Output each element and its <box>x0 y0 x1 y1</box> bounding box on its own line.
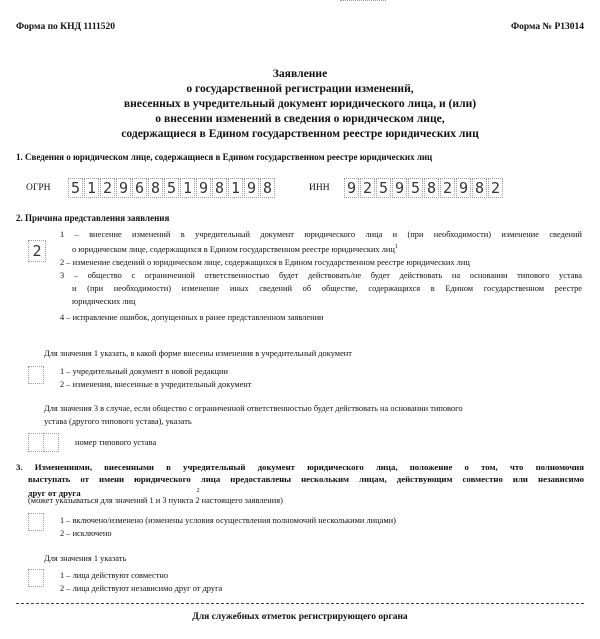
reason-option-2: 2 – изменение сведений о юридическом лице, содержащихся в Едином государственном реестре юридических лиц <box>60 257 470 267</box>
section2-title: 2. Причина представления заявления <box>16 213 170 223</box>
ogrn-digit[interactable]: 1 <box>228 178 243 198</box>
separator-line <box>16 603 584 604</box>
ogrn-label: ОГРН <box>26 183 51 193</box>
title-line: о государственной регистрации изменений, <box>186 82 414 95</box>
inn-digit[interactable]: 8 <box>472 178 487 198</box>
section3-line: выступать от имени юридического лица предоставлены нескольким лицам, действующим совместно или независимо <box>28 474 584 484</box>
section3-line: друг от друга <box>28 487 81 498</box>
inn-label: ИНН <box>309 183 330 193</box>
ogrn-digit[interactable]: 1 <box>180 178 195 198</box>
ogrn-digit[interactable]: 8 <box>260 178 275 198</box>
inn-digit[interactable]: 9 <box>392 178 407 198</box>
ogrn-digit[interactable]: 9 <box>196 178 211 198</box>
sub3-box-1[interactable] <box>28 433 44 452</box>
section3-value-box[interactable] <box>28 513 44 531</box>
section3-option-1: 1 – включено/изменено (изменены условия осуществления полномочий несколькими лицами) <box>60 516 396 525</box>
section3-options <box>60 514 396 540</box>
title-line: внесенных в учредительный документ юридического лица, и (или) <box>123 97 477 110</box>
title-line: о внесении изменений в сведения о юридическом лице, <box>155 112 445 125</box>
section3-line: 3. Изменениями, внесенными в учредительный документ юридического лица, положение о том, что полномочия <box>16 462 584 472</box>
inn-digit[interactable]: 5 <box>376 178 391 198</box>
sub1-title: Для значения 1 указать, в какой форме внесены изменения в учредительный документ <box>44 349 352 358</box>
section3-sub-option-1: 1 – лица действуют совместно <box>60 571 169 580</box>
inn-digit[interactable]: 2 <box>440 178 455 198</box>
reason-option-1-cont <box>60 241 582 256</box>
sub1-value-box[interactable] <box>28 366 44 384</box>
inn-digit[interactable]: 9 <box>344 178 359 198</box>
sub1-option-1: 1 – учредительный документ в новой редакции <box>60 367 228 376</box>
reason-value-box[interactable]: 2 <box>28 240 46 262</box>
reason-option-1-text: о юридическом лице, содержащихся в Едином государственном реестре юридических лиц <box>72 244 395 254</box>
document-title <box>0 66 600 141</box>
sub3-title <box>44 402 463 428</box>
section3-sub-options <box>60 569 222 595</box>
sub3-box-2[interactable] <box>43 433 59 452</box>
registry-office-marks-caption: Для служебных отметок регистрирующего органа <box>192 612 408 622</box>
title-line: содержащиеся в Едином государственном реестре юридических лиц <box>121 127 479 140</box>
inn-digit[interactable]: 8 <box>424 178 439 198</box>
ogrn-digit[interactable]: 6 <box>132 178 147 198</box>
form-knd-code: Форма по КНД 1111520 <box>16 22 116 32</box>
ogrn-digit[interactable]: 5 <box>68 178 83 198</box>
section3-sub-value-box[interactable] <box>28 569 44 587</box>
inn-digit[interactable]: 2 <box>488 178 503 198</box>
section3-note: (может указываться для значений 1 и 3 пункта 2 настоящего заявления) <box>28 496 283 505</box>
ogrn-digit[interactable]: 1 <box>84 178 99 198</box>
footnote-mark: 2 <box>196 488 200 494</box>
ogrn-digit[interactable]: 2 <box>100 178 115 198</box>
reason-option-4: 4 – исправление ошибок, допущенных в ранее представленном заявлении <box>60 312 324 322</box>
top-dotted-marker <box>340 0 386 1</box>
ogrn-digit[interactable]: 8 <box>148 178 163 198</box>
reason-option-3-cont2: юридических лиц <box>72 296 136 306</box>
inn-cells[interactable] <box>344 178 504 198</box>
ogrn-cells[interactable] <box>68 178 276 198</box>
title-line: Заявление <box>272 67 328 80</box>
section3-sub-title: Для значения 1 указать <box>44 554 127 563</box>
form-number: Форма № Р13014 <box>510 22 584 32</box>
footnote-mark: 1 <box>394 244 398 250</box>
sub1-option-2: 2 – изменения, внесенные в учредительный документ <box>60 380 252 389</box>
inn-digit[interactable]: 9 <box>456 178 471 198</box>
reason-option-1: 1 – внесение изменений в учредительный документ юридического лица и (при необходимости) изменение сведений <box>60 230 582 239</box>
reason-option-3-cont: и (при необходимости) изменение иных сведений об обществе, содержащихся в Едином государственном реестре <box>72 283 582 293</box>
sub3-line: Для значения 3 в случае, если общество с ограниченной ответственностью будет действовать на основании типового <box>44 404 463 413</box>
ogrn-digit[interactable]: 5 <box>164 178 179 198</box>
inn-digit[interactable]: 5 <box>408 178 423 198</box>
reason-option-3: 3 – общество с ограниченной ответственностью будет действовать/не будет действовать на основании типового устава <box>60 270 582 280</box>
template-charter-label: номер типового устава <box>75 438 157 447</box>
section3-option-2: 2 – исключено <box>60 529 112 538</box>
ogrn-digit[interactable]: 8 <box>212 178 227 198</box>
sub1-options <box>60 365 251 391</box>
ogrn-digit[interactable]: 9 <box>244 178 259 198</box>
sub3-line: устава (другого типового устава), указать <box>44 417 192 426</box>
reason-options <box>60 228 582 324</box>
section1-title: 1. Сведения о юридическом лице, содержащиеся в Едином государственном реестре юридических лиц <box>16 152 433 162</box>
ogrn-digit[interactable]: 9 <box>116 178 131 198</box>
inn-digit[interactable]: 2 <box>360 178 375 198</box>
section3-sub-option-2: 2 – лица действуют независимо друг от друга <box>60 584 223 593</box>
